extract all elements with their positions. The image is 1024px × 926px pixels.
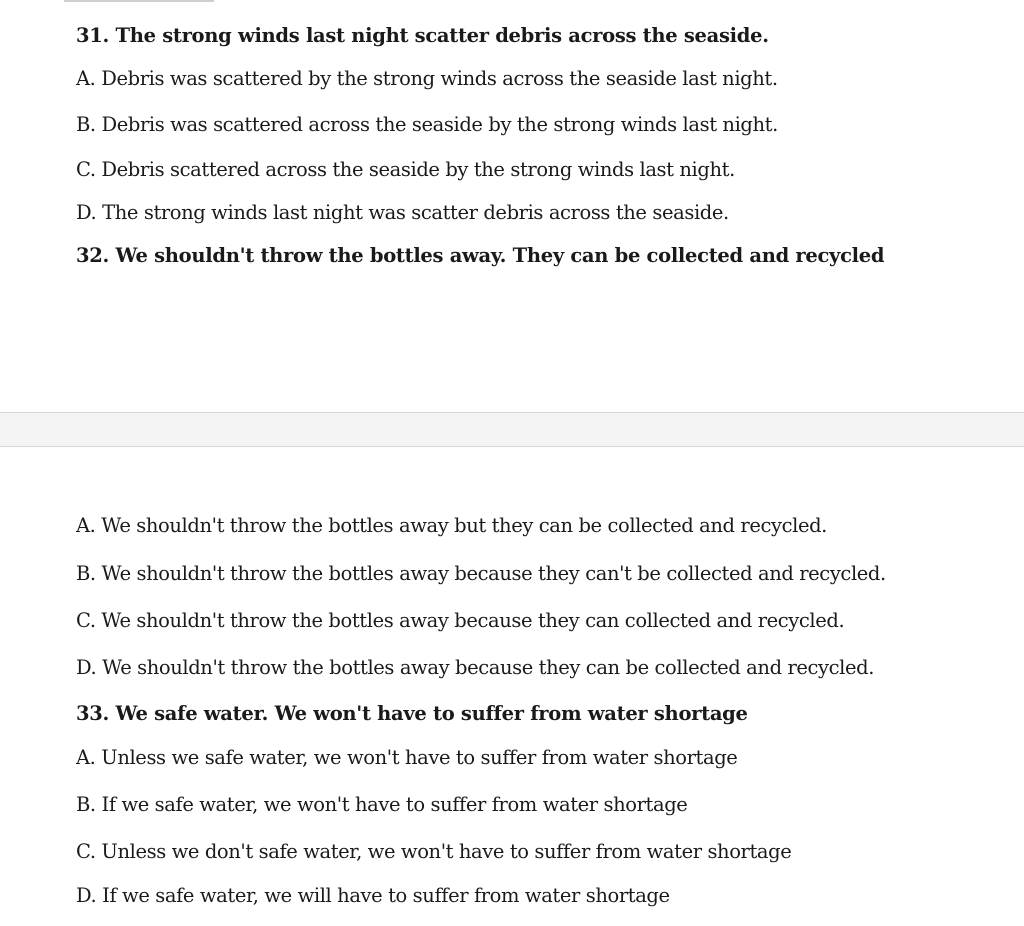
question-32-option-d: D. We shouldn't throw the bottles away because they can be collected and recycled. [76,656,875,679]
question-31-text: 31. The strong winds last night scatter debris across the seaside. [76,24,769,47]
question-33-option-a: A. Unless we safe water, we won't have to suffer from water shortage [76,746,738,769]
question-31-option-a: A. Debris was scattered by the strong winds across the seaside last night. [76,67,778,90]
question-32-text: 32. We shouldn't throw the bottles away. They can be collected and recycled [76,244,885,267]
question-31-option-d: D. The strong winds last night was scatter debris across the seaside. [76,201,729,224]
question-31-option-c: C. Debris scattered across the seaside by the strong winds last night. [76,158,735,181]
question-33-option-b: B. If we safe water, we won't have to suffer from water shortage [76,793,688,816]
question-32-option-a: A. We shouldn't throw the bottles away but they can be collected and recycled. [76,514,827,537]
question-32-option-c: C. We shouldn't throw the bottles away because they can collected and recycled. [76,609,845,632]
top-divider [64,0,214,2]
question-31-option-b: B. Debris was scattered across the seaside by the strong winds last night. [76,113,778,136]
page-break-band [0,412,1024,447]
question-32-option-b: B. We shouldn't throw the bottles away because they can't be collected and recycled. [76,562,886,585]
question-33-option-d: D. If we safe water, we will have to suffer from water shortage [76,884,670,907]
question-33-option-c: C. Unless we don't safe water, we won't have to suffer from water shortage [76,840,792,863]
question-33-text: 33. We safe water. We won't have to suffer from water shortage [76,702,748,725]
